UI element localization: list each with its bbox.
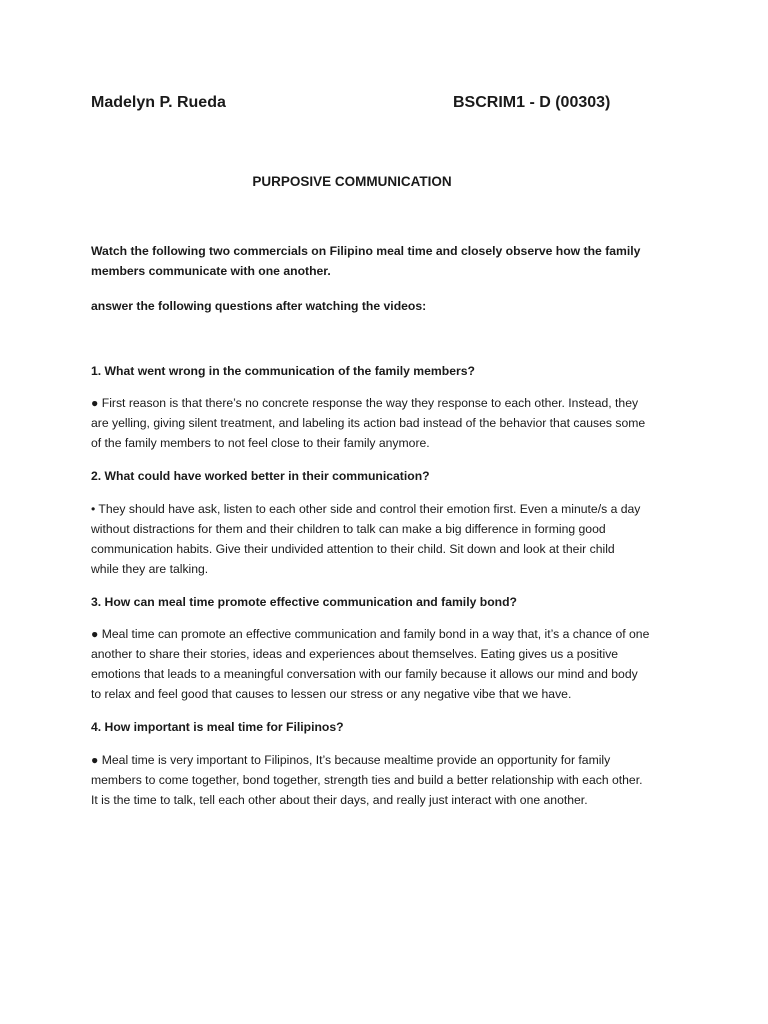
- answer-line: are yelling, giving silent treatment, and labeling its action bad instead of the behavior that causes some: [91, 416, 646, 430]
- question-1: [91, 361, 691, 381]
- student-section: BSCRIM1 - D (00303): [453, 94, 611, 111]
- student-name: Madelyn P. Rueda: [91, 94, 226, 111]
- answer-4: [91, 750, 691, 810]
- answer-line: to relax and feel good that causes to lessen our stress or any negative vibe that we have.: [91, 687, 572, 701]
- instruction-line: members communicate with one another.: [91, 264, 331, 278]
- instructions-answer-prompt: [91, 296, 691, 316]
- answer-line: another to share their stories, ideas and experiences about themselves. Eating gives us a positive: [91, 647, 619, 661]
- question-text: 3. How can meal time promote effective communication and family bond?: [91, 595, 517, 609]
- instruction-line: answer the following questions after watching the videos:: [91, 299, 427, 313]
- answer-line: ● First reason is that there’s no concrete response the way they response to each other. Instead, they: [91, 396, 639, 410]
- question-4: [91, 717, 691, 737]
- document-title: PURPOSIVE COMMUNICATION: [252, 174, 452, 189]
- answer-line: It is the time to talk, tell each other about their days, and really just interact with one another.: [91, 793, 588, 807]
- question-3: [91, 592, 691, 612]
- answer-line: ● Meal time can promote an effective communication and family bond in a way that, it’s a chance of one: [91, 627, 650, 641]
- answer-line: • They should have ask, listen to each other side and control their emotion first. Even a minute/s a day: [91, 502, 641, 516]
- answer-line: while they are talking.: [91, 562, 209, 576]
- question-text: 2. What could have worked better in their communication?: [91, 469, 430, 483]
- question-text: 4. How important is meal time for Filipinos?: [91, 720, 344, 734]
- answer-line: of the family members to not feel close to their family anymore.: [91, 436, 430, 450]
- answer-line: emotions that leads to a meaningful conversation with our family because it allows our mind and body: [91, 667, 638, 681]
- question-text: 1. What went wrong in the communication of the family members?: [91, 364, 475, 378]
- answer-line: ● Meal time is very important to Filipinos, It’s because mealtime provide an opportunity for family: [91, 753, 611, 767]
- instruction-line: Watch the following two commercials on Filipino meal time and closely observe how the family: [91, 244, 641, 258]
- answer-1: [91, 393, 691, 453]
- answer-line: without distractions for them and their children to talk can make a big difference in forming good: [91, 522, 606, 536]
- question-2: [91, 466, 691, 486]
- answer-2: [91, 499, 691, 579]
- answer-line: members to come together, bond together, strength ties and build a better relationship with each other.: [91, 773, 643, 787]
- answer-line: communication habits. Give their undivided attention to their child. Sit down and look at their child: [91, 542, 615, 556]
- instructions: [91, 241, 691, 281]
- answer-3: [91, 624, 691, 704]
